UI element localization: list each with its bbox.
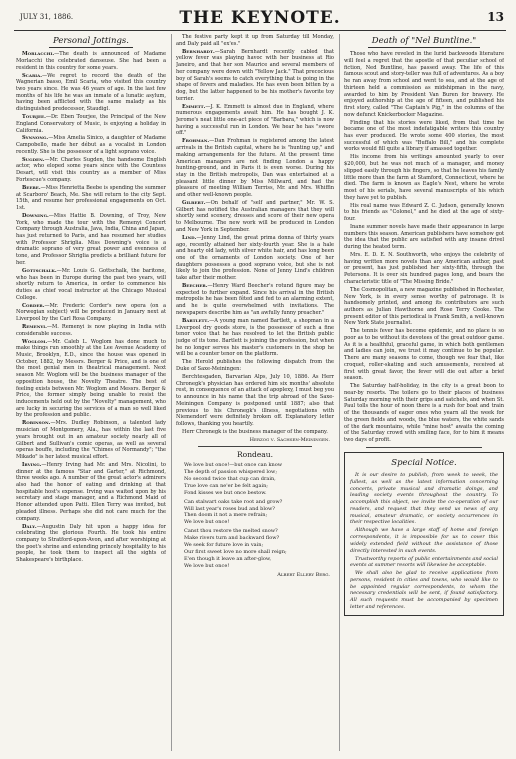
news-paragraph [176, 235, 334, 282]
paragraph-lead: Lind. [182, 234, 197, 241]
dispatch-signature: Herzog v. Sachsen-Meiningen. [249, 436, 330, 443]
notice-paragraph: Although we have a large staff of home and foreign correspondents, it is impossible for us to cover this widely extended field without the assistance of those directly interested in such events. [350, 527, 498, 554]
paragraph-text: —Miss Henrietta Beebe is spending the summer at Scarboro' Beach, Me. She will return to the city Sept. 15th, and resume her professional engagements on Oct. 1st. [16, 184, 166, 211]
poem-line: No second twice that cup can drain, [184, 476, 276, 483]
poem-body [176, 462, 334, 569]
paragraph-text: —Sarah Bernhardt recently cabled that yellow fever was playing havoc with her business at Rio Janeiro, and that her son Maurice and several members of her company were down with "Yellow Jack." That precocious boy of Sarah's seems to catch everything that is going in the shape of fevers and maladies. He has even been bitten by a dog, but the latter happened to be his mother's favorite toy terrier. [176, 48, 334, 102]
news-paragraph [176, 49, 334, 103]
news-paragraph [16, 303, 166, 323]
poem-line: We love but once! [184, 562, 230, 569]
paragraph-lead: Beecher. [182, 283, 208, 289]
paragraph-lead: Scaria. [22, 72, 43, 79]
paragraph-text: —Jenny Lind, the great prima donna of thirty years ago, recently attained her sixty-fourth year. She is a hale and hearty old lady, with silver white hair, and has long been one of the ornaments of London society. One of her daughters possesses a good soprano voice, but she is not likely to join the profession. None of Jenny Lind's children take after their mother. [176, 234, 334, 282]
paragraph-lead: Gilbert. [182, 200, 206, 206]
special-notice-box [344, 452, 504, 616]
news-paragraph [16, 268, 166, 302]
poem-line: E'en though it leave an after-glow, [184, 555, 272, 562]
news-paragraph [176, 34, 334, 47]
paragraph-lead: Morlacchi. [22, 51, 55, 58]
paragraph-lead: Gottschalk. [22, 267, 57, 274]
news-paragraph [16, 185, 166, 212]
poem-stanza [184, 528, 334, 569]
paragraph-text: —We regret to record the death of the Wagnerian basso, Emil Scaria, who visited this country two years since. He was 46 years of age. In the last few months of his life he was an inmate of a lunatic asylum, having been afflicted with the same malady as his distinguished predecessor, Staudigl. [16, 72, 166, 113]
news-paragraph [176, 318, 334, 358]
paragraph-lead: Corder. [22, 302, 45, 309]
paragraph-text: —Mrs. Dudley Robinson, a talented lady musician of Montgomery, Ala., has within the last five years brought out in an amateur society nearly all of Gilbert and Sullivan's comic operas, as well as several operas bouffe, including the "Chimes of Normandy"; "the Mikado" is her latest musical effort. [16, 420, 166, 460]
poem-author: Albert Ellery Berg. [277, 571, 330, 578]
paragraph-text: Finding that his stories were liked, from that time he became one of the most indefatigable writers this country has ever produced. He wrote some 400 stories, the most successful of which was "Buffalo Bill," and his complete works would fill quite a library if amassed together. [344, 119, 504, 153]
poem-title: Rondeau. [237, 450, 273, 460]
page-header [14, 8, 506, 30]
column-divider [171, 34, 172, 751]
paragraph-text: Inane summer novels have made their appearance in large numbers this season. American publishers have somehow got the idea that the public are satisfied with any insane drivel during the heated term. [344, 223, 504, 251]
news-paragraph [344, 383, 504, 443]
paragraph-lead: Bernhardt. [182, 48, 215, 55]
news-paragraph [16, 135, 166, 155]
paragraph-lead: Beebe. [22, 184, 41, 191]
news-paragraph [16, 157, 166, 184]
news-paragraph [16, 524, 166, 564]
paragraph-text: The tennis fever has become epidemic, and no place is so poor as to be without its devotees of the great outdoor game. As it is a healthful, graceful game, in which both gentlemen and ladies can join, we trust it may continue to be popular. There are many seasons to come, though we fear that, like croquet, roller-skating and such amusements, received at first with great favor, the fever will die out after a brief season. [344, 328, 504, 382]
paragraph-lead: Downing. [22, 212, 49, 219]
news-paragraph [344, 51, 504, 118]
paragraph-text: His real name was Edward Z. C. Judson, generally known to his friends as "Colonel," and he died at the age of sixty-four. [344, 202, 504, 223]
masthead-title: THE KEYNOTE. [179, 8, 341, 28]
paragraph-text: —A young man named Bartlett, a shopman in a Liverpool dry goods store, is the possessor of such a fine tenor voice that he has resolved to let the British public judge of its tone. Bartlett is joining the profession, but when he no longer serves his master's customers in the shop he will be a counter tenor on the platform. [176, 317, 334, 358]
paragraph-lead: Bartlett. [182, 317, 210, 324]
paragraph-lead: Sugden. [22, 156, 45, 163]
notice-paragraph: It is our desire to publish, from week to week, the fullest, as well as the latest information concerning concerts, private musical and dramatic doings, and leading society events throughout the country. To accomplish this object, we invite the co-operation of our readers, and request that they send us news of any musical, amateur dramatic, or society occurrences in their respective localities. [350, 472, 498, 526]
paragraph-text: —Henry Ward Beecher's rotund figure may be expected to further expand. Since his arrival in the British metropolis he has been fêted and fed to an alarming extent, and he is quite overwhelmed with invitations. The newspapers describe him as "an awfully funny preacher." [176, 283, 334, 316]
paragraph-text: —Miss Amelia Sinico, a daughter of Madame Campobello, made her début as a vocalist in London recently. She is the possessor of a light soprano voice. [16, 135, 166, 155]
paragraph-text: —Mr. Caleb L. Woglom has done much to make things run smoothly at the Lee Avenue Academy of Music, Brooklyn, E.D., since the house was opened in October, 1882, by Messrs. Berger & Price, and is one of the most genial men in theatrical management. Next season Mr. Woglom will be the business manager of the opposition house, the Novelty Theatre. The best of feeling exists between Mr. Woglom and Messrs. Berger & Price, the former simply being unable to resist the inducements held out by the "Novelty" management, who are lucky in securing the services of a man so well liked by the profession and public. [16, 338, 166, 419]
news-paragraph [344, 287, 504, 327]
section-heading: Personal Jottings. [16, 36, 166, 48]
news-paragraph [16, 114, 166, 134]
paragraph-lead: Synnong. [22, 135, 49, 142]
paragraph-text: Those who have reveled in the lurid backwoods literature will feel a regret that the apostle of that peculiar school of fiction, Ned Buntline, has passed away. The life of this famous scout and story-teller was full of adventures. As a boy he ran away from school and went to sea, and at the age of thirteen held a commission as midshipman in the navy, awarded to him by President Van Buren for bravery. He enjoyed authorship at the age of fifteen, and published his first story, called "The Captain's Pig," in the columns of the now defunct Knickerbocker Magazine. [344, 51, 504, 118]
news-paragraph [344, 120, 504, 154]
paragraph-text: His income from his writings amounted yearly to over $20,000, but he was not much of a manager, and money slipped easily through his fingers, so that he leaves his family little more than the farm at Stamford, Connecticut, where he died. The farm is known as Eagle's Nest, where he wrote most of his serials, have several manuscripts of his which they have yet to publish. [344, 154, 504, 201]
column-personal-jottings [16, 34, 166, 753]
paragraph-lead: Woglom. [22, 338, 48, 345]
paragraph-text: Berchtesgaden, Barvarian Alps, July 10, 1886. As Herr Chronegk's physician has ordered him six months' absolute rest, in consequence of an attack of apoplexy, I must beg you to announce in his name that the trip abroad of the Saxe-Meiningen Company is postponed until 1887; also that previous to his Chronegk's illness, negotiations with Niemendorf were definitely broken off. Explanatory letter follows, thanking you heartily. [176, 373, 334, 427]
paragraph-text: The Saturday half-holiday, in the city is a great boon to near-by resorts. The toilers go to their places of business Saturday morning with their grips and satchels, and when St. Paul tolls the hour of noon there is a rush for boat and train of the thousands of eager ones who yearn all the week for the green fields and woods, the blue waters, the white sands of the dark mountains, while "mine host" awaits the coming of the Saturday crowd with smiling face, for to him it means two days of profit. [344, 383, 504, 443]
news-paragraph [176, 104, 334, 138]
paragraph-text: Herr Chronegk is the business manager of the company. [182, 428, 328, 435]
poem-line: Fond kisses we but once bestow. [184, 489, 267, 496]
column-literary-notes [344, 34, 504, 753]
poem-line: Then doom it not a mere refrain; [184, 512, 268, 519]
news-paragraph [176, 283, 334, 317]
page-number: 13 [487, 10, 504, 24]
paragraph-text: —Augustin Daly hit upon a happy idea for celebrating the glorious Fourth. He took his entire company to Stratford-upon-Avon, and after worshiping at the poet's shrine and extending princely hospitality to his people, he took them to inspect all the sights of Shakespeare's birthplace. [16, 523, 166, 564]
news-paragraph [16, 339, 166, 420]
news-paragraph [176, 138, 334, 198]
paragraph-lead: Daly. [22, 523, 37, 530]
news-paragraph [16, 324, 166, 337]
column-divider [339, 34, 340, 751]
news-paragraph [176, 359, 334, 372]
paragraph-text: —Dan Frohman is registered among the latest arrivals in the British capital, where he is "hunting up," and making arrangements for the future. At the present time American managers are not finding London a happy hunting-ground, and in Paris it is even worse. During his stay in the British metropolis, Dan was entertained at a pleasant little dinner by Miss Millward, and had the pleasure of meeting William Terriss, Mr. and Mrs. Whiffin and other well-known people. [176, 138, 334, 199]
poem-line: Our first sweet love no more shall reign; [184, 548, 287, 555]
news-paragraph [344, 203, 504, 223]
poem-line: True love can ne'er be felt again; [184, 482, 268, 489]
paragraph-text: —J. K. Emmett is almost due in England, where numerous engagements await him. He has bought J. K. Jerome's neat little one-act piece of "Barbara," which is now having a successful run in London. We hear he has "swore off." [176, 103, 334, 137]
paragraph-text: —Mr. Louis G. Gottschalk, the baritone, who has been in Europe during the past two years, will shortly return to America, in order to commence his duties as chief vocal instructor at the Chicago Musical College. [16, 267, 166, 301]
divider-rule [366, 447, 482, 448]
paragraph-text: Mrs. E. D. E. N. Southworth, who enjoys the celebrity of having written more novels than any American author, past or present, has just published her sixty-fifth, through the Petersons. It is over six hundred pages long, and bears the characteristic title of "The Missing Bride." [344, 252, 504, 285]
paragraph-text: The Herold publishes the following dispatch from the Duke of Saxe-Meiningen: [176, 359, 334, 372]
news-paragraph [344, 154, 504, 201]
section-heading: Death of "Nel Buntline." [344, 36, 504, 48]
news-paragraph [16, 73, 166, 113]
paragraph-lead: Tourjee. [22, 114, 46, 121]
paragraph-lead: Robinson. [22, 420, 51, 427]
notice-paragraph: Trustworthy reports of public entertainments and social events at summer resorts will likewise be acceptable. [350, 555, 498, 569]
poem-line: The depth of passion whispered low; [184, 469, 278, 476]
news-paragraph [16, 462, 166, 522]
poem-line: Can stalwart oaks take root and grow? [184, 498, 283, 505]
news-paragraph [344, 224, 504, 251]
paragraph-text: —Mr. Frederic Corder's new opera (on a Norwegian subject) will be produced in January next at Liverpool by the Carl Rosa Company. [16, 302, 166, 323]
paragraph-text: —Miss Hattie B. Downing, of Troy, New York, who made the tour with the Remenyi Concert Company through Australia, Java, India, China and Japan, has just returned to Paris, and has resumed her studies with Professor Shriglia. Miss Downing's voice is a dramatic soprano of very great power and evenness of tone, and Professor Shriglia predicts a brilliant future for her. [16, 212, 166, 266]
paragraph-text: The festive party kept it up from Saturday till Monday, and Daly paid all "ex'es." [176, 34, 334, 47]
poem-stanza [184, 462, 334, 496]
paragraph-lead: Irving. [22, 461, 42, 468]
divider-rule [198, 446, 312, 447]
issue-date: JULY 31, 1886. [20, 13, 74, 21]
header-rule [14, 30, 506, 31]
notice-paragraph: We shall also be glad to receive applications from persons, resident in cities and towns, who would like to be appointed regular correspondents, to whom the necessary credentials will be sent, if found satisfactory. All such requests must be accompanied by specimen letter and references. [350, 570, 498, 610]
news-paragraph [16, 420, 166, 460]
paragraph-text: —The death is announced of Madame Morlacchi the celebrated danseuse. She had been a resident in this country for some years. [16, 51, 166, 71]
news-paragraph [176, 429, 334, 436]
paragraph-lead: Frohman. [182, 138, 210, 145]
poem-line: We love but once!—but once can know [184, 462, 283, 469]
paragraph-text: The Cosmopolitan, a new magazine published in Rochester, New York, is in every sense worthy of patronage. It is handsomely printed, and among its contributors are such authors as Julian Hawthorne and Rose Terry Cooke. The present editor of this periodical is Frank Smith, a well-known New York State journalist. [344, 286, 504, 327]
news-paragraph [176, 200, 334, 234]
paragraph-lead: Remenyi. [22, 323, 47, 330]
paragraph-text: —Dr. Eben Tourjee, the Principal of the New England Conservatory of Music, is enjoying a holiday in California. [16, 114, 166, 134]
news-paragraph [344, 252, 504, 286]
poem-line: We love but once! [184, 519, 230, 526]
paragraph-text: —On behalf of "self and partner," Mr. W. S. Gilbert has notified the Australian managers that they will shortly send scenery, dresses and score of their new opera to Melbourne. The new work will be produced in London and New York in September. [176, 200, 334, 233]
paragraph-text: —M. Remenyi is now playing in India with considerable success. [16, 323, 166, 337]
poem-line: Will last year's roses bud and blow? [184, 505, 275, 512]
news-paragraph [176, 374, 334, 428]
column-news-and-poem [176, 34, 334, 753]
paragraph-text: —Mr. Charles Sugden, the handsome English actor, who eloped some years since with the Countess Desart, will visit this country as a member of Miss Fortescue's company. [16, 156, 166, 183]
poem-stanza [184, 499, 334, 527]
paragraph-lead: Emmett. [182, 103, 206, 110]
poem-line: We seek for future love in vain; [184, 542, 264, 549]
paragraph-text: —Henry Irving had Mr. and Mrs. Nicolini, to dinner at the famous "Star and Garter," at Richmond, three weeks ago. A number of the great actor's admirers also had the honor of eating and drinking at that hospitable host's expense. Irving was waited upon by his secretary and stage manager, and a Richmond Maid of Honor attended upon Patti. Ellen Terry was invited, but pleaded illness. Perhaps she did not care much for the company. [16, 461, 166, 522]
news-paragraph [16, 51, 166, 71]
poem-line: Canst thou restore the melted snow? [184, 528, 278, 535]
poem-line: Make rivers turn and backward flow? [184, 535, 280, 542]
notice-heading: Special Notice. [391, 457, 457, 468]
news-paragraph [16, 213, 166, 267]
news-paragraph [344, 328, 504, 382]
